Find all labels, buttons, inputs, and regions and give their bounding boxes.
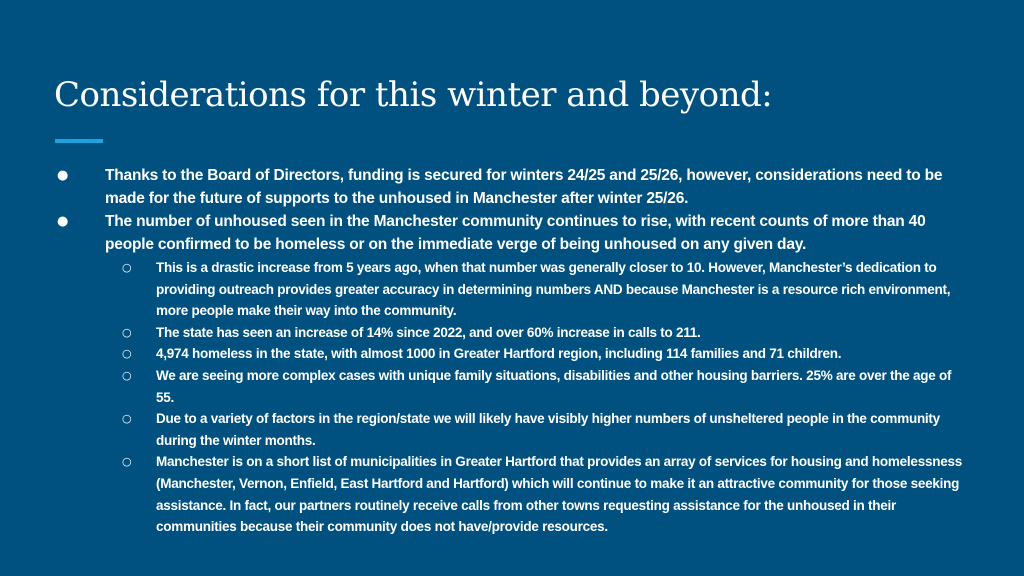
filled-bullet-icon: ●: [57, 214, 69, 229]
sub-bullet-item: [105, 343, 966, 365]
filled-bullet-icon: ●: [57, 168, 69, 183]
hollow-bullet-icon: ○: [122, 347, 132, 361]
bullet-list: [54, 164, 966, 538]
slide-content: [54, 164, 966, 538]
sub-bullet-text: Manchester is on a short list of municipalities in Greater Hartford that provides an array of services for housing and homelessness (Manchester, Vernon, Enfield, East Hartford and Hartford) which will continue to make it an attractive community for those seeking assistance. In fact, our partners routinely receive calls from other towns requesting assistance for the unhoused in their communities because their community does not have/provide resources.: [156, 454, 962, 535]
sub-bullet-item: [105, 365, 966, 408]
sub-bullet-text: Due to a variety of factors in the region/state we will likely have visibly higher numbers of unsheltered people in the community during the winter months.: [156, 411, 940, 448]
title-accent-bar: [55, 139, 103, 143]
bullet-text: The number of unhoused seen in the Manchester community continues to rise, with recent counts of more than 40 people confirmed to be homeless or on the immediate verge of being unhoused on any given day.: [105, 213, 926, 253]
bullet-text: Thanks to the Board of Directors, funding is secured for winters 24/25 and 25/26, however, considerations need to be made for the future of supports to the unhoused in Manchester after winter 25/26.: [105, 167, 943, 207]
sub-bullet-text: The state has seen an increase of 14% since 2022, and over 60% increase in calls to 211.: [156, 324, 701, 340]
bullet-item: [54, 210, 966, 538]
sub-bullet-text: This is a drastic increase from 5 years ago, when that number was generally closer to 10. However, Manchester’s dedication to providing outreach provides greater accuracy in determining numbers AND because Manchester is a resource rich environment, more people make their way into the community.: [156, 260, 951, 319]
sub-bullet-text: We are seeing more complex cases with unique family situations, disabilities and other housing barriers. 25% are over the age of 55.: [156, 367, 952, 405]
hollow-bullet-icon: ○: [122, 455, 132, 469]
sub-bullet-item: [105, 451, 966, 537]
hollow-bullet-icon: ○: [122, 368, 132, 382]
sub-bullet-item: [105, 408, 966, 451]
sub-bullet-list: [105, 257, 966, 538]
hollow-bullet-icon: ○: [122, 325, 132, 339]
sub-bullet-item: [105, 322, 966, 344]
sub-bullet-text: 4,974 homeless in the state, with almost 1000 in Greater Hartford region, including 114 families and 71 children.: [156, 346, 842, 362]
slide-title: Considerations for this winter and beyond:: [54, 75, 773, 115]
hollow-bullet-icon: ○: [122, 412, 132, 426]
sub-bullet-item: [105, 257, 966, 322]
hollow-bullet-icon: ○: [122, 261, 132, 274]
bullet-item: [54, 164, 966, 210]
